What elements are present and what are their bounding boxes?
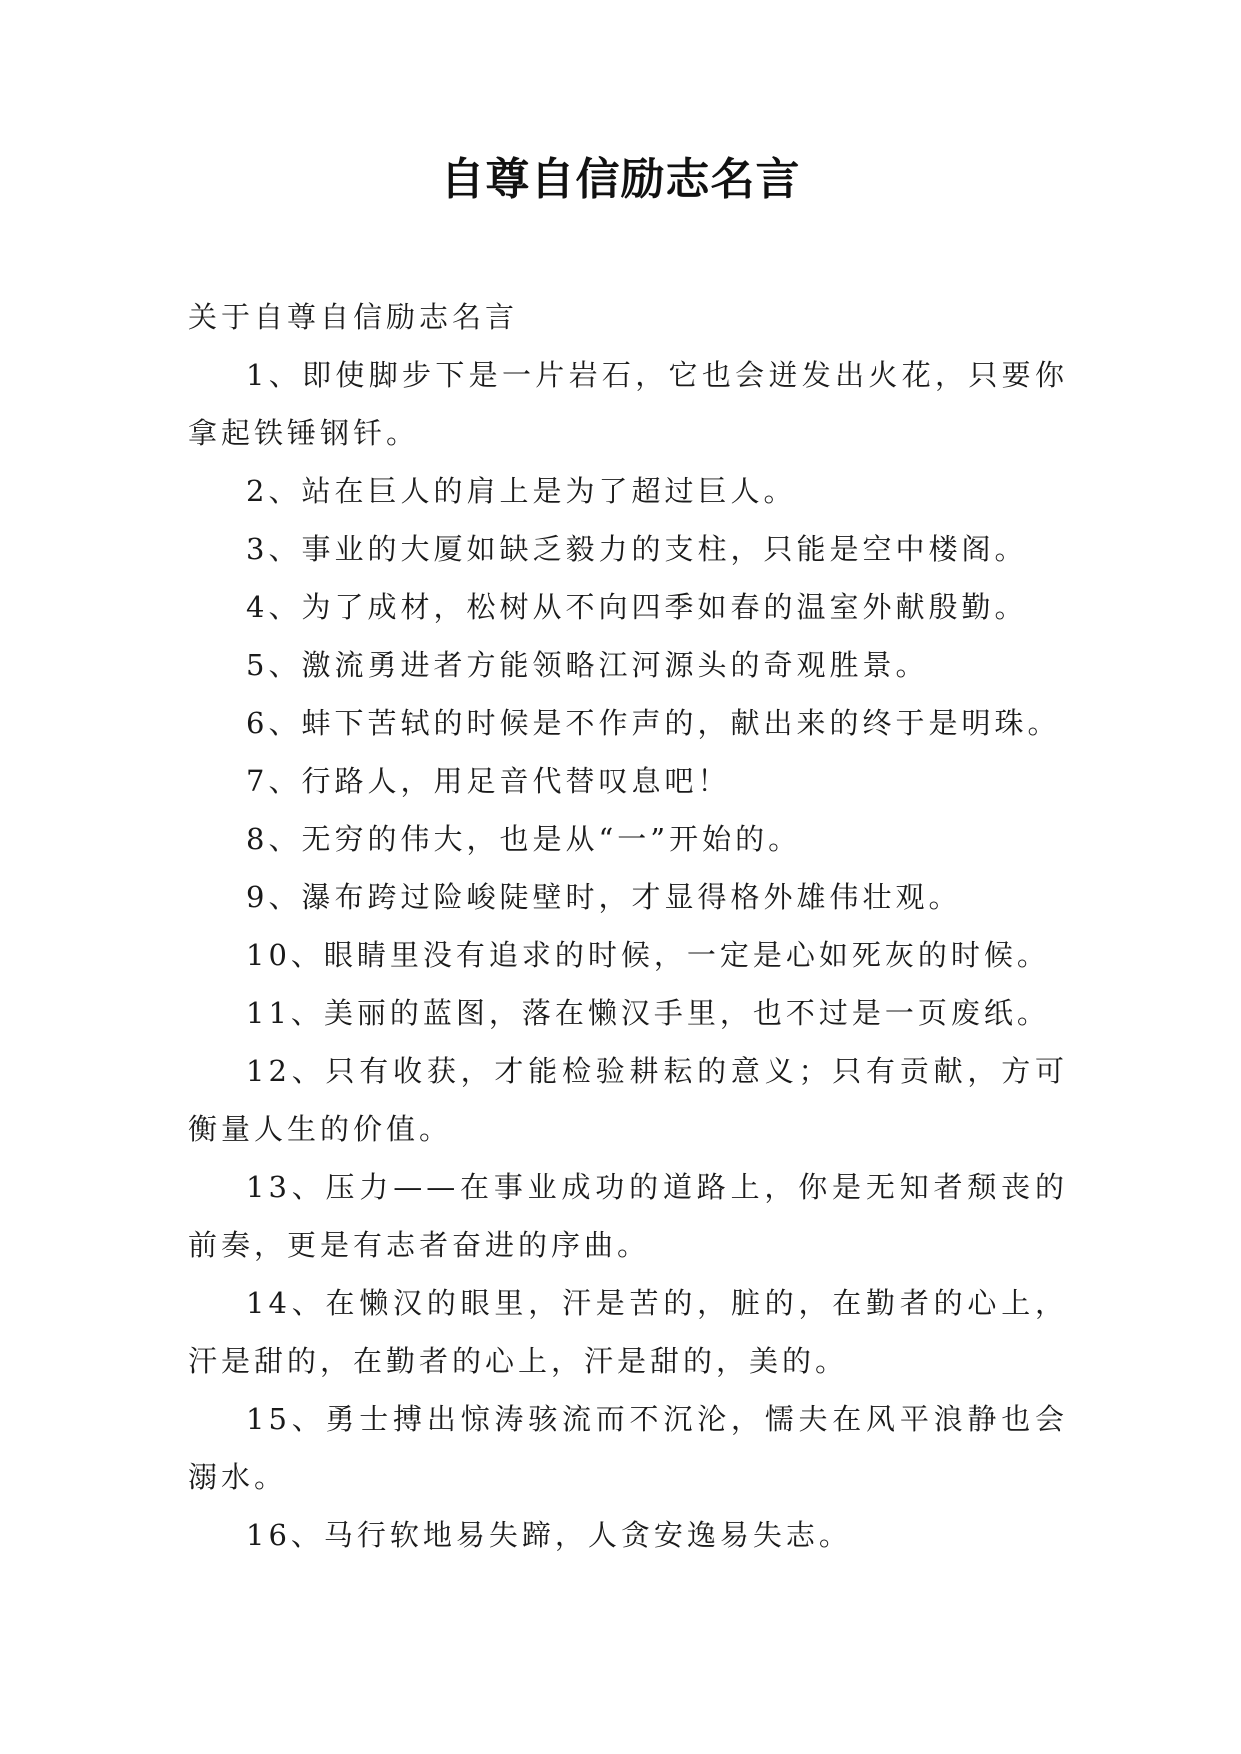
quote-item-4: 4、为了成材，松树从不向四季如春的温室外献殷勤。 (246, 590, 1028, 624)
quote-item-13: 13、压力——在事业成功的道路上，你是无知者颓丧的前奏，更是有志者奋进的序曲。 (188, 1170, 1068, 1262)
quote-item-15: 15、勇士搏出惊涛骇流而不沉沦，懦夫在风平浪静也会溺水。 (188, 1402, 1068, 1494)
quote-item-11: 11、美丽的蓝图，落在懒汉手里，也不过是一页废纸。 (246, 996, 1050, 1030)
quote-item-5: 5、激流勇进者方能领略江河源头的奇观胜景。 (246, 648, 929, 682)
quote-item-9: 9、瀑布跨过险峻陡壁时，才显得格外雄伟壮观。 (246, 880, 962, 914)
quote-item-2: 2、站在巨人的肩上是为了超过巨人。 (246, 474, 797, 508)
quote-item-14: 14、在懒汉的眼里，汗是苦的，脏的，在勤者的心上，汗是甜的，在勤者的心上，汗是甜的，美的。 (188, 1286, 1068, 1378)
quote-item-8: 8、无穷的伟大，也是从“一”开始的。 (246, 822, 802, 856)
document-body (188, 288, 1068, 1564)
quote-item-16: 16、马行软地易失蹄，人贪安逸易失志。 (246, 1518, 852, 1552)
quote-item-1: 1、即使脚步下是一片岩石，它也会迸发出火花，只要你拿起铁锤钢钎。 (188, 358, 1068, 450)
quote-item-6: 6、蚌下苦轼的时候是不作声的，献出来的终于是明珠。 (246, 706, 1061, 740)
quote-item-12: 12、只有收获，才能检验耕耘的意义；只有贡献，方可衡量人生的价值。 (188, 1054, 1068, 1146)
intro-line: 关于自尊自信励志名言 (188, 300, 519, 334)
quote-item-7: 7、行路人，用足音代替叹息吧！ (246, 764, 731, 798)
quote-item-10: 10、眼睛里没有追求的时候，一定是心如死灰的时候。 (246, 938, 1050, 972)
quote-item-3: 3、事业的大厦如缺乏毅力的支柱，只能是空中楼阁。 (246, 532, 1028, 566)
document-title: 自尊自信励志名言 (440, 154, 801, 205)
